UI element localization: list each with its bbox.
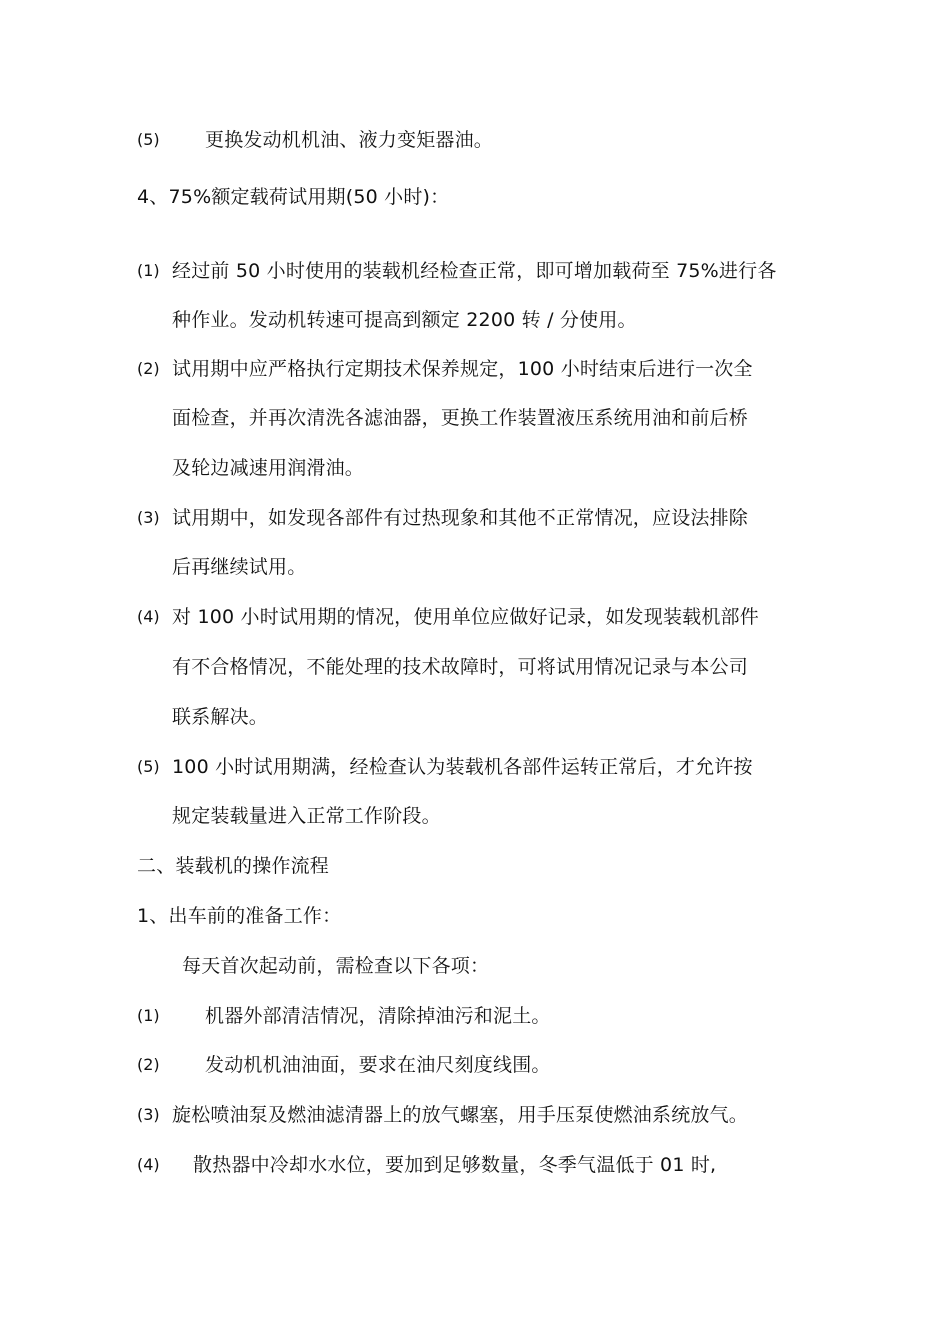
list-number: (2) (137, 359, 160, 378)
list-item-text: 试用期中应严格执行定期技术保养规定，100 小时结束后进行一次全 (172, 358, 753, 380)
list-number: (3) (137, 508, 160, 527)
list-number: (1) (137, 1006, 160, 1025)
list-item-text: 面检查，并再次清洗各滤油器，更换工作装置液压系统用油和前后桥 (172, 407, 749, 429)
list-number: (2) (137, 1055, 160, 1074)
list-item-text: 后再继续试用。 (172, 556, 307, 578)
list-number: (4) (137, 1155, 160, 1174)
list-item-text: 对 100 小时试用期的情况，使用单位应做好记录，如发现装载机部件 (172, 606, 759, 628)
section-heading: 4、75%额定载荷试用期(50 小时)： (137, 186, 450, 208)
list-item-text: 联系解决。 (172, 706, 269, 728)
list-number: (3) (137, 1105, 160, 1124)
list-item-text: 有不合格情况，不能处理的技术故障时，可将试用情况记录与本公司 (172, 656, 749, 678)
list-number: (1) (137, 261, 160, 280)
list-item-text: 及轮边减速用润滑油。 (172, 457, 365, 479)
list-number: (4) (137, 607, 160, 626)
intro-text: 每天首次起动前，需检查以下各项： (182, 955, 490, 977)
list-number: (5) (137, 130, 160, 149)
list-item-text: 经过前 50 小时使用的装载机经检查正常，即可增加载荷至 75%进行各 (172, 260, 777, 282)
list-item-text: 试用期中，如发现各部件有过热现象和其他不正常情况，应设法排除 (172, 507, 749, 529)
list-item-text: 规定装载量进入正常工作阶段。 (172, 805, 441, 827)
subsection-heading: 1、出车前的准备工作： (137, 905, 342, 927)
list-item-text: 机器外部清洁情况，清除掉油污和泥土。 (205, 1005, 551, 1027)
list-number: (5) (137, 757, 160, 776)
list-item-text: 100 小时试用期满，经检查认为装载机各部件运转正常后，才允许按 (172, 756, 753, 778)
list-item-text: 种作业。发动机转速可提高到额定 2200 转 / 分使用。 (172, 309, 637, 331)
list-item-text: 更换发动机机油、液力变矩器油。 (205, 129, 494, 151)
list-item-text: 发动机机油油面，要求在油尺刻度线围。 (205, 1054, 551, 1076)
section-heading: 二、装载机的操作流程 (137, 855, 330, 877)
list-item-text: 散热器中冷却水水位，要加到足够数量，冬季气温低于 01 时, (193, 1154, 717, 1176)
list-item-text: 旋松喷油泵及燃油滤清器上的放气螺塞，用手压泵使燃油系统放气。 (172, 1104, 749, 1126)
